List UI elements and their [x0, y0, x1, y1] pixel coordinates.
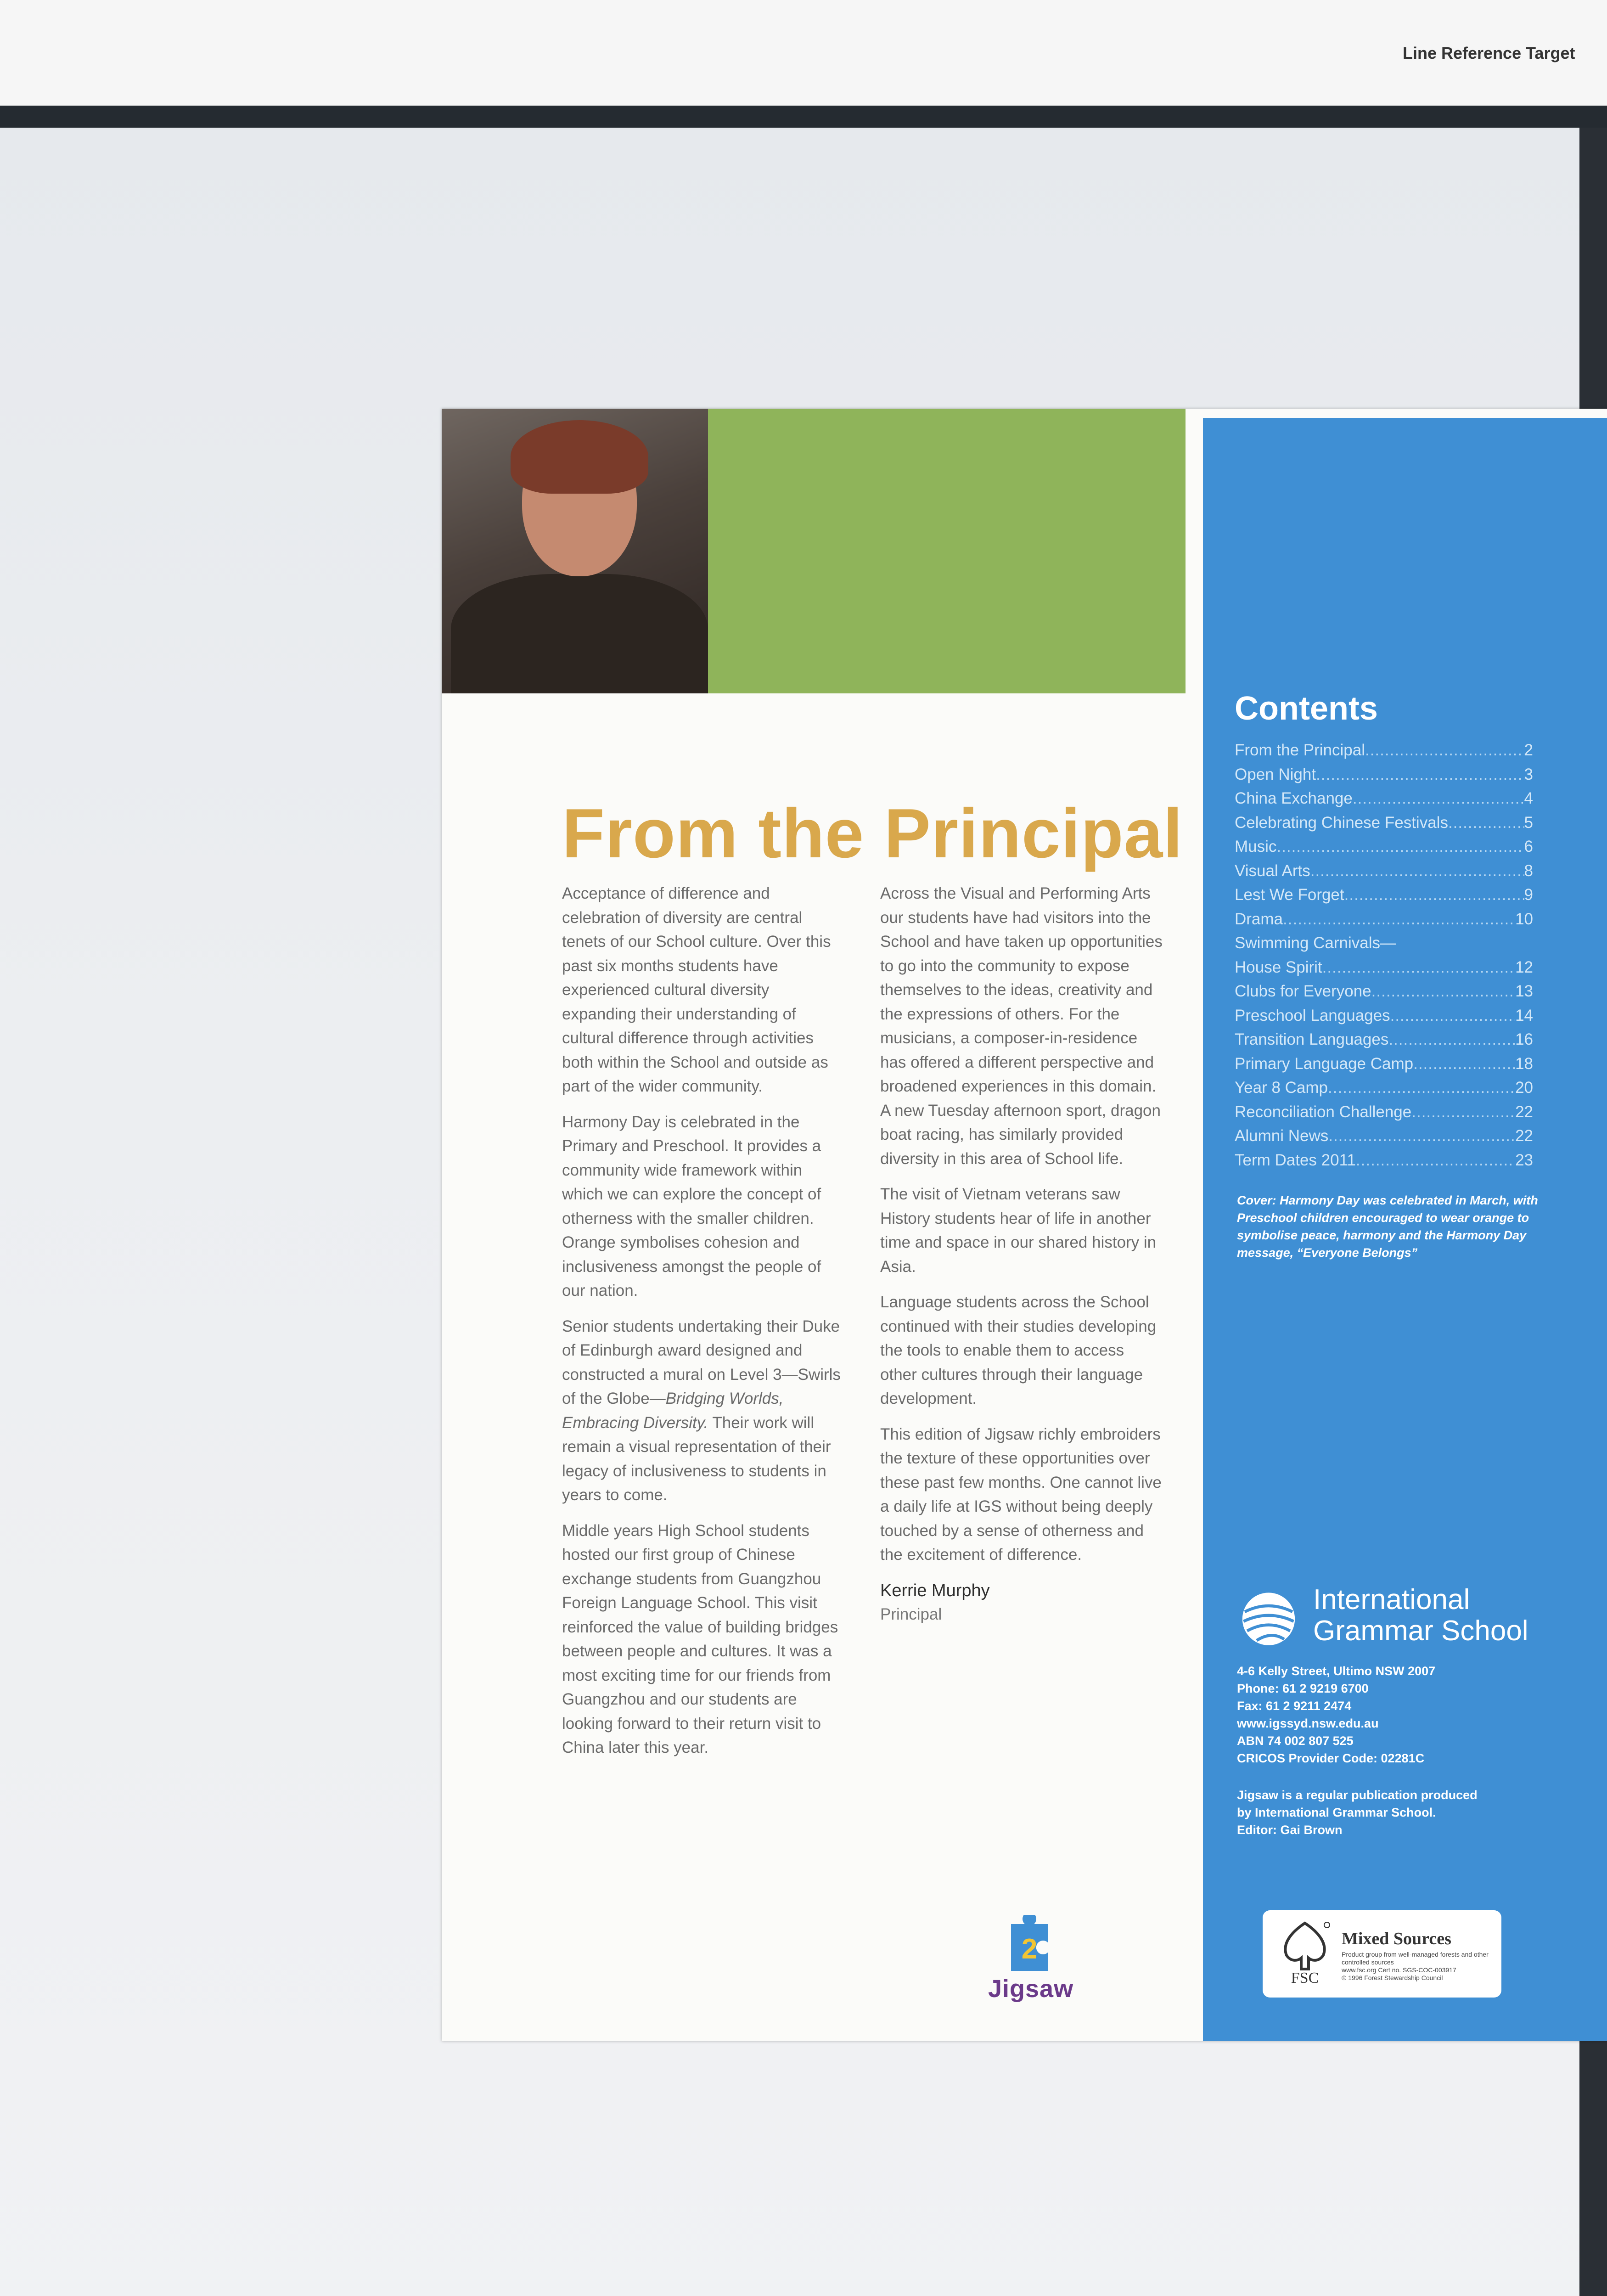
contents-item [1235, 738, 1533, 763]
contents-item-title: Preschool Languages [1235, 1006, 1390, 1024]
contents-item [1235, 1148, 1533, 1173]
contents-item [1235, 956, 1533, 980]
contents-item [1235, 859, 1533, 884]
contents-item-title: Reconciliation Challenge [1235, 1103, 1412, 1121]
contents-item-title: House Spirit [1235, 958, 1322, 976]
school-name-line: Grammar School [1313, 1615, 1528, 1647]
contents-item-page: 22 [1515, 1127, 1533, 1145]
contents-item-title: Drama [1235, 910, 1283, 928]
contents-item [1235, 811, 1533, 835]
fsc-council: © 1996 Forest Stewardship Council [1342, 1974, 1443, 1981]
paragraph: This edition of Jigsaw richly embroiders the texture of these opportunities over these past few months. One cannot live a daily life at IGS without being deeply touched by a sense of otherness and the excitement of difference. [880, 1425, 1162, 1564]
fsc-details [1342, 1951, 1495, 1982]
fsc-description: Product group from well-managed forests and other controlled sources [1342, 1951, 1489, 1966]
fsc-certificate: www.fsc.org Cert no. SGS-COC-003917 [1342, 1966, 1456, 1974]
contents-item [1235, 907, 1533, 932]
paragraph: Acceptance of difference and celebration of diversity are central tenets of our School culture. Over this past six months students have experienced cultural diversity expanding their understanding of cultural difference through activities both within the School and outside as part of the wider community. [562, 884, 831, 1095]
contents-item-page: 16 [1515, 1030, 1533, 1048]
contents-item-title: Visual Arts [1235, 861, 1310, 880]
contents-item-page: 5 [1524, 813, 1533, 832]
address-line: www.igssyd.nsw.edu.au [1237, 1716, 1379, 1730]
contents-item-page: 18 [1515, 1054, 1533, 1073]
contents-item [1235, 1028, 1533, 1052]
jigsaw-number: 2 [1021, 1933, 1038, 1965]
publication-line: Jigsaw is a regular publication produced [1237, 1788, 1478, 1802]
address-line: Fax: 61 2 9211 2474 [1237, 1699, 1352, 1713]
article-column-2 [880, 882, 1165, 1627]
contents-item-title: Primary Language Camp [1235, 1054, 1414, 1073]
contents-item [1235, 835, 1533, 859]
signature-name: Kerrie Murphy [880, 1581, 990, 1600]
publication-line: by International Grammar School. [1237, 1806, 1436, 1819]
contents-item-title: Alumni News [1235, 1127, 1329, 1145]
fsc-badge [1263, 1910, 1501, 1998]
fsc-mark: FSC [1291, 1970, 1319, 1986]
paragraph: Harmony Day is celebrated in the Primary and Preschool. It provides a community wide framework within which we can explore the concept of otherness with the smaller children. Orange symbolises cohesion and inclusiveness amongst the people of our nation. [562, 1113, 821, 1300]
contents-item-page: 6 [1524, 838, 1533, 855]
scanner-top-margin [0, 0, 1607, 106]
paragraph-text: Senior students undertaking their Duke of Edinburgh award designed and constructed a mural on Level 3—Swirls of the Globe— [562, 1317, 841, 1407]
contents-item [1235, 787, 1533, 811]
jigsaw-wordmark: Jigsaw [988, 1975, 1074, 2003]
contents-item-title: Clubs for Everyone [1235, 982, 1371, 1000]
contents-item-page: 20 [1515, 1079, 1533, 1097]
paragraph: Across the Visual and Performing Arts our students have had visitors into the School and have taken up opportunities to go into the community to expose themselves to the ideas, creativity and the expressions of others. For the musicians, a composer-in-residence has offered a different perspective and broadened experiences in this domain. A new Tuesday afternoon sport, dragon boat racing, has similarly provided diversity in this area of School life. [880, 884, 1163, 1168]
mural-title: Bridging Worlds, Embracing Diversity. [562, 1390, 784, 1432]
contents-item [1235, 763, 1533, 787]
contents-heading: Contents [1235, 690, 1378, 727]
school-address [1237, 1662, 1435, 1767]
magazine-page [442, 409, 1607, 2041]
contents-item-page: 2 [1524, 741, 1533, 759]
contents-item-page: 14 [1515, 1006, 1533, 1024]
publication-line: Editor: Gai Brown [1237, 1823, 1343, 1837]
contents-item [1235, 979, 1533, 1004]
contents-item-page: 4 [1524, 789, 1533, 807]
globe-logo-icon [1239, 1588, 1298, 1648]
contents-item [1235, 883, 1533, 907]
contents-item-title: Swimming Carnivals— [1235, 934, 1397, 952]
scanner-label: Line Reference Target [1403, 44, 1575, 62]
scanner-top-bar [0, 106, 1607, 128]
address-line: 4-6 Kelly Street, Ultimo NSW 2007 [1237, 1664, 1436, 1678]
principal-photo [442, 409, 708, 693]
contents-item-page: 3 [1524, 765, 1533, 783]
contents-item-title: Term Dates 2011 [1235, 1151, 1356, 1169]
contents-item [1235, 1052, 1533, 1076]
contents-list [1235, 738, 1533, 1172]
address-line: CRICOS Provider Code: 02281C [1237, 1751, 1425, 1765]
contents-item [1235, 1076, 1533, 1100]
contents-item-page: 12 [1515, 958, 1533, 976]
contents-item-page: 13 [1515, 982, 1533, 1000]
paragraph: Language students across the School continued with their studies developing the tools to enable them to access other cultures through their language development. [880, 1293, 1157, 1407]
contents-item-title: From the Principal [1235, 741, 1365, 759]
contents-item-title: Year 8 Camp [1235, 1079, 1328, 1097]
cover-caption: Cover: Harmony Day was celebrated in March, with Preschool children encouraged to wear orange to symbolise peace, harmony and the Harmony Day message, “Everyone Belongs” [1237, 1193, 1538, 1260]
contents-item-page: 8 [1524, 861, 1533, 880]
contents-item-title: Open Night [1235, 765, 1316, 783]
paragraph [562, 1315, 847, 1508]
signature-role: Principal [880, 1605, 942, 1623]
contents-item [1235, 1124, 1533, 1148]
article-title: From the Principal [562, 794, 1183, 872]
contents-item-title: Lest We Forget [1235, 886, 1344, 904]
contents-item [1235, 1100, 1533, 1125]
article-column-1 [562, 882, 847, 1772]
paragraph: Middle years High School students hosted our first group of Chinese exchange students from Guangzhou Foreign Language School. This visit reinforced the value of building bridges between people and cultures. It was a most exciting time for our friends from Guangzhou and our students are looking forward to their return visit to China later this year. [562, 1521, 838, 1756]
contents-item-title: Celebrating Chinese Festivals [1235, 813, 1448, 832]
contents-item-page: 10 [1515, 910, 1533, 928]
contents-item-page: 22 [1515, 1103, 1533, 1121]
school-name [1313, 1584, 1528, 1647]
contents-item-title: Music [1235, 838, 1277, 855]
contents-item [1235, 1004, 1533, 1028]
address-line: ABN 74 002 807 525 [1237, 1734, 1354, 1748]
address-line: Phone: 61 2 9219 6700 [1237, 1682, 1369, 1695]
school-name-line: International [1313, 1584, 1470, 1615]
contents-item-page: 23 [1515, 1151, 1533, 1169]
paragraph-text: Their work will remain a visual representation of their legacy of inclusiveness to students in years to come. [562, 1413, 831, 1504]
paragraph: The visit of Vietnam veterans saw History students hear of life in another time and space in our shared history in Asia. [880, 1185, 1157, 1276]
contents-item-title: Transition Languages [1235, 1030, 1389, 1048]
fsc-title: Mixed Sources [1342, 1929, 1451, 1948]
publication-info [1237, 1786, 1478, 1839]
contents-item [1235, 931, 1533, 956]
contents-item-title: China Exchange [1235, 789, 1353, 807]
contents-item-page: 9 [1524, 886, 1533, 904]
green-color-block [708, 409, 1186, 693]
fsc-tree-icon [1273, 1919, 1337, 1987]
